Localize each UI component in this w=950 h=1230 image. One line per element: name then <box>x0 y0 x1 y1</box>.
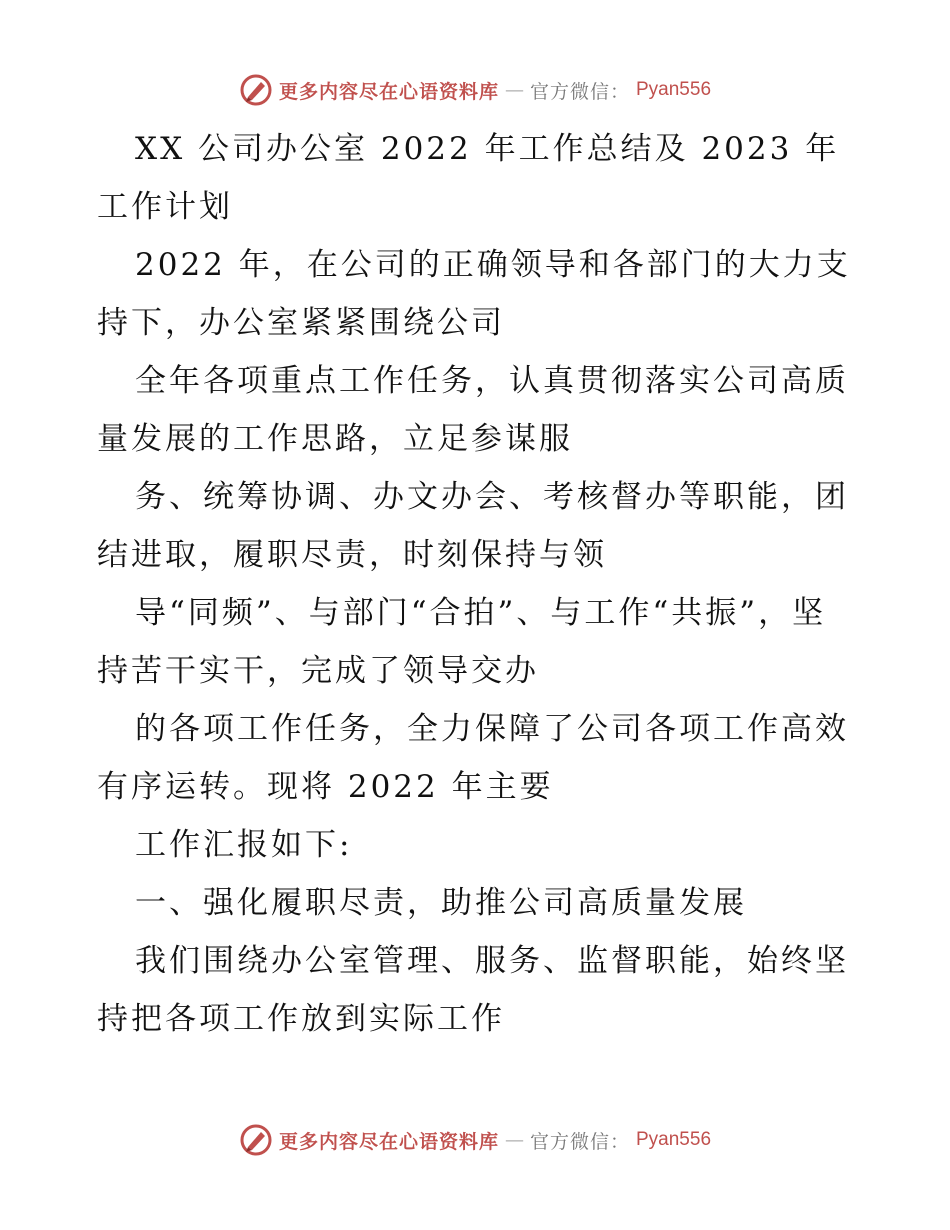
document-title: XX 公司办公室 2022 年工作总结及 2023 年工作计划 <box>97 131 840 225</box>
watermark-text: 更多内容尽在心语资料库 <box>278 1130 499 1153</box>
paragraph-report-lead: 工作汇报如下: <box>135 827 353 863</box>
paragraph-intro-1: 2022 年，在公司的正确领导和各部门的大力支持下，办公室紧紧围绕公司 <box>97 247 851 341</box>
watermark-text: 更多内容尽在心语资料库 <box>278 80 499 103</box>
watermark-wechat-id: Pyan556 <box>636 79 712 100</box>
document-body <box>97 120 857 1048</box>
watermark-separator: — <box>504 79 524 101</box>
paragraph-intro-5: 的各项工作任务，全力保障了公司各项工作高效有序运转。现将 2022 年主要 <box>97 711 849 805</box>
watermark-separator: — <box>504 1129 524 1151</box>
paragraph-intro-3: 务、统筹协调、办文办会、考核督办等职能，团结进取，履职尽责，时刻保持与领 <box>97 479 849 573</box>
watermark-official-label: 官方微信： <box>529 1130 630 1153</box>
watermark-wechat-id: Pyan556 <box>636 1129 712 1150</box>
paragraph-intro-4: 导“同频”、与部门“合拍”、与工作“共振”，坚持苦干实干，完成了领导交办 <box>97 595 827 689</box>
paragraph-intro-2: 全年各项重点工作任务，认真贯彻落实公司高质量发展的工作思路，立足参谋服 <box>97 363 849 457</box>
footer-watermark <box>0 1120 950 1160</box>
section-heading-1: 一、强化履职尽责，助推公司高质量发展 <box>135 885 747 921</box>
pen-logo-icon <box>239 73 273 107</box>
pen-logo-icon <box>239 1123 273 1157</box>
paragraph-section-1: 我们围绕办公室管理、服务、监督职能，始终坚持把各项工作放到实际工作 <box>97 943 849 1037</box>
watermark-official-label: 官方微信： <box>529 80 630 103</box>
header-watermark <box>0 70 950 110</box>
